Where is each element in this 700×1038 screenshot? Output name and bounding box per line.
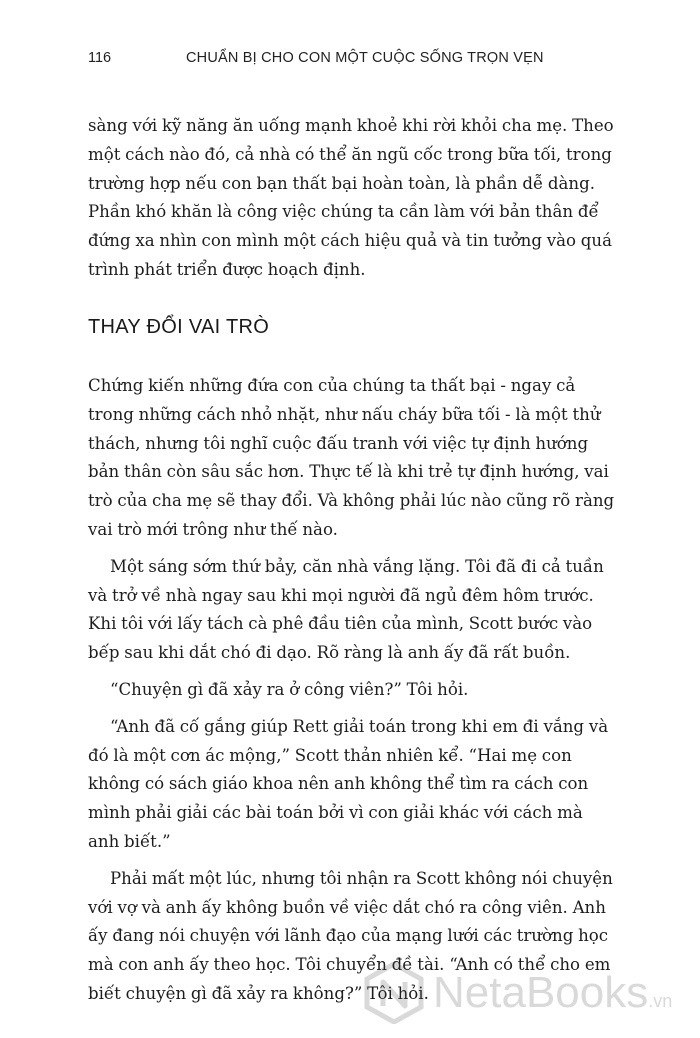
- section-heading: THAY ĐỔI VAI TRÒ: [88, 316, 270, 338]
- watermark-text: [433, 968, 672, 1018]
- watermark-suffix: .vn: [648, 991, 673, 1011]
- netabooks-logo-icon: [363, 962, 425, 1024]
- section-body: [88, 372, 616, 1009]
- intro-text: [88, 112, 616, 285]
- page-number: 116: [88, 50, 112, 66]
- paragraph: “Anh đã cố gắng giúp Rett giải toán trong khi em đi vắng và đó là một cơn ác mộng,” Scott thản nhiên kể. “Hai mẹ con không có sách giáo khoa nên anh không thể tìm ra cách con mình phải giải các bài toán bởi vì con giải khác với cách mà anh biết.”: [88, 716, 609, 851]
- running-title: CHUẨN BỊ CHO CON MỘT CUỘC SỐNG TRỌN VẸN: [186, 50, 544, 66]
- page-header: [88, 50, 608, 72]
- watermark-brand: NetaBooks: [433, 968, 649, 1017]
- paragraph: Phải mất một lúc, nhưng tôi nhận ra Scott không nói chuyện với vợ và anh ấy không buồn về việc dắt chó ra công viên. Anh ấy đang nói chuyện với lãnh đạo của mạng lưới các trường học mà con anh ấy theo học. Tôi chuyển đề tài. “Anh có thể cho em biết chuyện gì đã xảy ra không?” Tôi hỏi.: [88, 868, 613, 1003]
- paragraph: Một sáng sớm thứ bảy, căn nhà vắng lặng. Tôi đã đi cả tuần và trở về nhà ngay sau khi mọi người đã ngủ đêm hôm trước. Khi tôi với lấy tách cà phê đầu tiên của mình, Scott bước vào bếp sau khi dắt chó đi dạo. Rõ ràng là anh ấy đã rất buồn.: [88, 556, 604, 663]
- watermark: [363, 962, 693, 1026]
- paragraph: “Chuyện gì đã xảy ra ở công viên?” Tôi hỏi.: [110, 679, 469, 699]
- intro-paragraph: sàng với kỹ năng ăn uống mạnh khoẻ khi rời khỏi cha mẹ. Theo một cách nào đó, cả nhà có thể ăn ngũ cốc trong bữa tối, trong trường hợp nếu con bạn thất bại hoàn toàn, là phần dễ dàng. Phần khó khăn là công việc chúng ta cần làm với bản thân để đứng xa nhìn con mình một cách hiệu quả và tin tưởng vào quá trình phát triển được hoạch định.: [88, 116, 614, 279]
- paragraph: Chứng kiến những đứa con của chúng ta thất bại - ngay cả trong những cách nhỏ nhặt, như nấu cháy bữa tối - là một thử thách, nhưng tôi nghĩ cuộc đấu tranh với việc tự định hướng bản thân còn sâu sắc hơn. Thực tế là khi trẻ tự định hướng, vai trò của cha mẹ sẽ thay đổi. Và không phải lúc nào cũng rõ ràng vai trò mới trông như thế nào.: [88, 376, 615, 539]
